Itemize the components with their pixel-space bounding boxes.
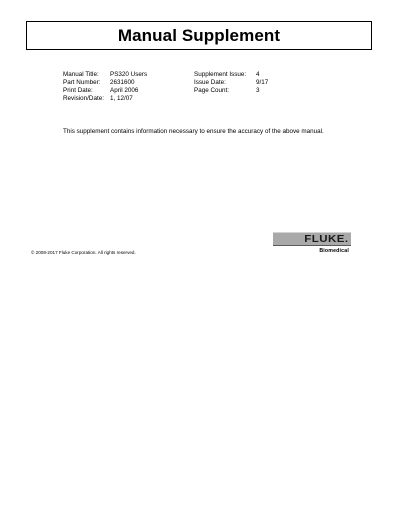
meta-label: Print Date: bbox=[63, 87, 93, 94]
meta-row-revision-date bbox=[63, 95, 147, 103]
meta-value: 2631600 bbox=[110, 79, 135, 86]
supplement-description: This supplement contains information necessary to ensure the accuracy of the above manual. bbox=[63, 128, 324, 135]
logo-plate bbox=[273, 232, 351, 246]
fluke-biomedical-logo bbox=[273, 232, 351, 258]
title-box bbox=[26, 21, 372, 50]
meta-row-part-number bbox=[63, 79, 147, 87]
meta-value: PS320 Users bbox=[110, 71, 148, 78]
logo-subtitle: Biomedical bbox=[319, 248, 349, 254]
meta-label: Manual Title: bbox=[63, 71, 99, 78]
meta-row-print-date bbox=[63, 87, 147, 95]
meta-row-page-count bbox=[194, 87, 268, 95]
meta-row-supplement-issue bbox=[194, 71, 268, 79]
logo-wordmark: FLUKE. bbox=[304, 234, 349, 245]
meta-label: Revision/Date: bbox=[63, 95, 104, 102]
meta-label: Part Number: bbox=[63, 79, 101, 86]
meta-value: 4 bbox=[256, 71, 260, 78]
meta-label: Issue Date: bbox=[194, 79, 226, 86]
meta-right-block bbox=[194, 71, 268, 95]
meta-row-manual-title bbox=[63, 71, 147, 79]
meta-value: 3 bbox=[256, 87, 260, 94]
meta-label: Supplement Issue: bbox=[194, 71, 247, 78]
copyright-notice: © 2008-2017 Fluke Corporation. All rights reserved. bbox=[31, 250, 136, 255]
meta-value: April 2006 bbox=[110, 87, 139, 94]
meta-left-block bbox=[63, 71, 147, 103]
page-title: Manual Supplement bbox=[117, 25, 281, 45]
meta-value: 9/17 bbox=[256, 79, 269, 86]
meta-row-issue-date bbox=[194, 79, 268, 87]
meta-label: Page Count: bbox=[194, 87, 230, 94]
meta-value: 1, 12/07 bbox=[110, 95, 133, 102]
